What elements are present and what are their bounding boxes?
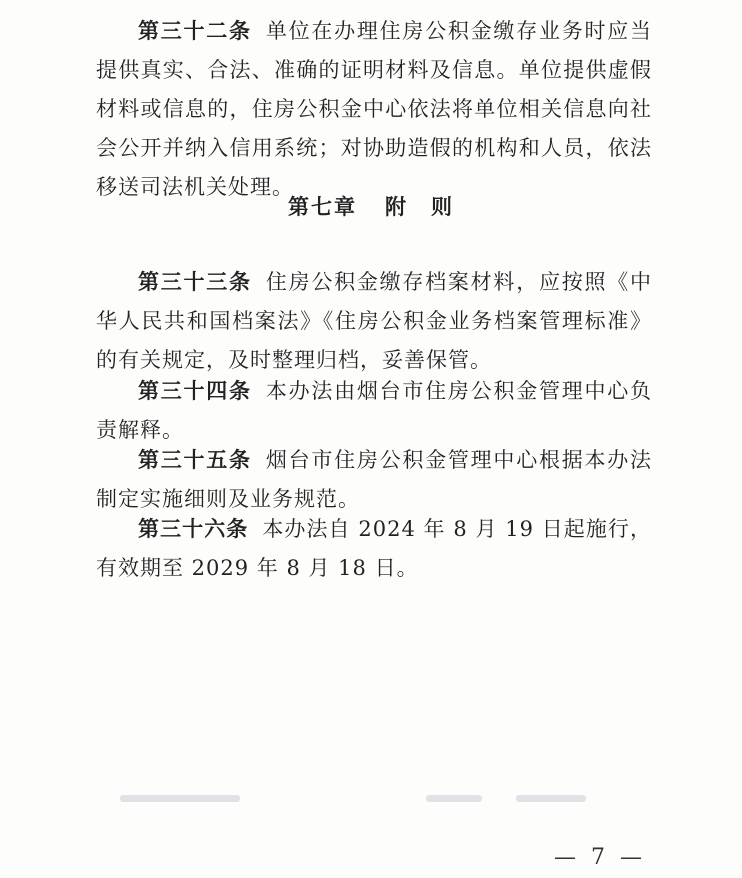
bleed-through-marks xyxy=(96,786,656,812)
page-number: — 7 — xyxy=(554,845,646,870)
article-label: 第三十五条 xyxy=(138,448,252,472)
article-33 xyxy=(96,263,652,380)
article-text: 烟台市住房公积金管理中心根据本办法制定实施细则及业务规范。 xyxy=(96,448,653,511)
chapter-number: 第七章 xyxy=(288,195,357,219)
article-32 xyxy=(96,12,652,207)
chapter-heading xyxy=(0,191,742,221)
article-text: 单位在办理住房公积金缴存业务时应当提供真实、合法、准确的证明材料及信息。单位提供虚假材料或信息的，住房公积金中心依法将单位相关信息向社会公开并纳入信用系统；对协助造假的机构和人员，依法移送司法机关处理。 xyxy=(96,19,653,199)
article-35 xyxy=(96,441,652,519)
article-34 xyxy=(96,372,652,450)
article-text: 本办法自 2024 年 8 月 19 日起施行，有效期至 2029 年 8 月 18 日。 xyxy=(96,517,653,580)
article-label: 第三十四条 xyxy=(138,379,252,403)
article-text: 本办法由烟台市住房公积金管理中心负责解释。 xyxy=(96,379,653,442)
article-label: 第三十二条 xyxy=(138,19,252,43)
article-label: 第三十三条 xyxy=(138,270,252,294)
article-label: 第三十六条 xyxy=(138,517,249,541)
article-36 xyxy=(96,510,652,588)
chapter-title: 附 则 xyxy=(385,195,454,219)
article-text: 住房公积金缴存档案材料，应按照《中华人民共和国档案法》《住房公积金业务档案管理标准》的有关规定，及时整理归档，妥善保管。 xyxy=(96,270,653,372)
